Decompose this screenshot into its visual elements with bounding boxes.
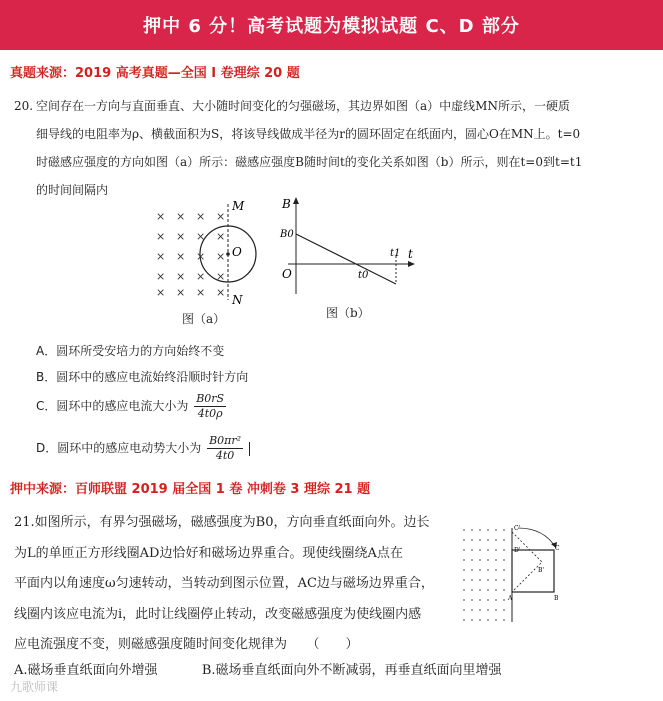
cross-mark: × — [196, 210, 206, 223]
cross-mark: × — [216, 230, 226, 243]
label-b: B — [282, 197, 291, 211]
label-t0: t0 — [358, 270, 369, 281]
label-b0: B0 — [280, 229, 294, 240]
field-dot — [503, 569, 505, 571]
field-dot — [463, 619, 465, 621]
field-dot — [479, 599, 481, 601]
option-d-text: D．圆环中的感应电动势大小为 — [36, 441, 202, 455]
option-d-fraction — [207, 434, 243, 463]
text-cursor-icon — [249, 442, 250, 456]
field-dot — [495, 599, 497, 601]
figure-q21 — [458, 522, 568, 632]
field-dot — [487, 579, 489, 581]
option-c-text: C．圆环中的感应电流大小为 — [36, 399, 189, 413]
label-t: t — [408, 247, 413, 261]
cross-mark: × — [216, 250, 226, 263]
field-dot — [463, 539, 465, 541]
t-axis-arrow-icon — [408, 261, 415, 267]
field-dot — [495, 549, 497, 551]
field-dot — [487, 539, 489, 541]
field-dot — [471, 529, 473, 531]
question-line-1: 空间存在一方向与直面垂直、大小随时间变化的匀强磁场，其边界如图（a）中虚线MN所示，一硬质 — [36, 99, 570, 113]
cross-mark: × — [216, 270, 226, 283]
figure-b-caption: 图（b） — [326, 306, 370, 320]
field-dot — [463, 529, 465, 531]
field-dot — [471, 569, 473, 571]
watermark-logo: 九歌师课 — [10, 680, 59, 694]
field-dot — [495, 589, 497, 591]
option-d — [36, 434, 250, 463]
figure-b — [278, 194, 428, 300]
b-t-graph-line — [296, 234, 396, 284]
center-point — [226, 252, 230, 256]
rotation-arc — [518, 528, 556, 548]
fraction-numerator: B0πr² — [209, 434, 242, 447]
field-dot — [487, 609, 489, 611]
field-dot — [487, 559, 489, 561]
field-dot — [503, 609, 505, 611]
field-dot — [503, 589, 505, 591]
field-dot — [479, 609, 481, 611]
question-21-options — [14, 656, 574, 687]
field-dot — [471, 559, 473, 561]
question-line-4: 的时间间隔内 — [36, 183, 109, 197]
field-dot — [479, 589, 481, 591]
cross-mark: × — [156, 210, 166, 223]
field-dot — [495, 529, 497, 531]
magnetic-field-crosses — [156, 210, 225, 299]
question-line-4: 线圈内该应电流为i，此时让线圈停止转动，改变磁感强度为使线圈内感 — [14, 606, 422, 622]
question-21 — [14, 508, 502, 678]
option-c-fraction — [194, 392, 226, 421]
cross-mark: × — [216, 210, 226, 223]
option-a: A.磁场垂直纸面向外增强 — [14, 663, 158, 678]
field-dot — [495, 559, 497, 561]
cross-mark: × — [176, 210, 186, 223]
field-dot — [479, 619, 481, 621]
figure-a — [148, 196, 266, 308]
field-dot — [471, 549, 473, 551]
field-dot — [503, 559, 505, 561]
option-b: B.磁场垂直纸面向外不断减弱，再垂直纸面向里增强 — [201, 663, 502, 678]
field-dot — [463, 609, 465, 611]
field-dot — [487, 569, 489, 571]
label-origin: O — [282, 267, 292, 281]
field-dot — [471, 619, 473, 621]
field-dot — [503, 619, 505, 621]
field-dot — [463, 569, 465, 571]
rotated-coil-dashed — [512, 532, 545, 592]
field-dot — [463, 589, 465, 591]
question-line-1: 21.如图所示，有界匀强磁场，磁感强度为B0，方向垂直纸面向外。边长 — [14, 515, 430, 530]
field-dot — [503, 549, 505, 551]
figure-a-caption: 图（a） — [182, 312, 226, 326]
field-dot — [479, 559, 481, 561]
field-dot — [503, 539, 505, 541]
field-dot — [487, 599, 489, 601]
label-d-prime: D' — [514, 547, 521, 554]
cross-mark: × — [196, 286, 206, 299]
question-line-3: 时磁感应强度的方向如图（a）所示：磁感应强度B随时间t的变化关系如图（b）所示，则在t=0到t=t1 — [36, 155, 583, 169]
option-c — [36, 392, 226, 421]
question-line-5: 应电流强度不变，则磁感强度随时间变化规律为 （ ） — [14, 637, 359, 653]
field-dot — [503, 579, 505, 581]
field-dot — [503, 529, 505, 531]
option-a: A．圆环所受安培力的方向始终不变 — [36, 344, 225, 358]
cross-mark: × — [216, 286, 226, 299]
cross-mark: × — [196, 250, 206, 263]
option-b: B．圆环中的感应电流始终沿顺时针方向 — [36, 370, 249, 384]
label-n: N — [232, 293, 243, 307]
cross-mark: × — [156, 286, 166, 299]
field-dot — [479, 529, 481, 531]
b-axis-arrow-icon — [293, 197, 299, 204]
field-dot — [479, 539, 481, 541]
cross-mark: × — [176, 250, 186, 263]
field-dot — [495, 569, 497, 571]
question-line-2: 细导线的电阻率为ρ、横截面积为S，将该导线做成半径为r的圆环固定在纸面内，圆心O在MN上。t=0 — [36, 127, 581, 141]
question-20 — [14, 92, 654, 204]
label-b-prime: B' — [538, 567, 545, 574]
real-question-source: 真题来源：2019 高考真题—全国 Ⅰ 卷理综 20 题 — [10, 66, 300, 81]
cross-mark: × — [156, 230, 166, 243]
field-dot — [471, 539, 473, 541]
header-banner — [0, 0, 663, 50]
label-c-prime: C' — [514, 525, 521, 532]
field-dot — [495, 619, 497, 621]
field-dot — [487, 589, 489, 591]
question-number: 20. — [14, 99, 34, 113]
cross-mark: × — [156, 270, 166, 283]
field-dot — [463, 549, 465, 551]
field-dot — [487, 619, 489, 621]
field-dot — [471, 609, 473, 611]
hit-question-source: 押中来源：百师联盟 2019 届全国 1 卷 冲刺卷 3 理综 21 题 — [10, 482, 371, 497]
fraction-denominator: 4t0 — [215, 449, 235, 462]
cross-mark: × — [176, 286, 186, 299]
field-dot — [495, 539, 497, 541]
cross-mark: × — [196, 230, 206, 243]
cross-mark: × — [156, 250, 166, 263]
field-dot — [495, 609, 497, 611]
question-line-3: 平面内以角速度ω匀速转动，当转动到图示位置，AC边与磁场边界重合， — [14, 576, 434, 592]
banner-title: 押中 6 分！高考试题为模拟试题 C、D 部分 — [143, 16, 520, 37]
field-dot — [495, 579, 497, 581]
field-dot — [503, 599, 505, 601]
cross-mark: × — [196, 270, 206, 283]
label-t1: t1 — [390, 248, 401, 259]
field-dot — [463, 599, 465, 601]
fraction-numerator: B0rS — [196, 392, 225, 405]
label-a: A — [508, 595, 513, 602]
field-dot — [487, 529, 489, 531]
label-m: M — [232, 199, 245, 213]
fraction-denominator: 4t0ρ — [197, 407, 223, 420]
field-dot — [479, 579, 481, 581]
field-dot — [479, 569, 481, 571]
field-dot — [479, 549, 481, 551]
label-b: B — [554, 595, 559, 602]
question-line-2: 为L的单匝正方形线圈AD边恰好和磁场边界重合。现使线圈绕A点在 — [14, 545, 403, 561]
field-dot — [463, 559, 465, 561]
field-dot — [471, 579, 473, 581]
square-coil — [512, 550, 554, 592]
label-c: C — [555, 545, 560, 552]
cross-mark: × — [176, 270, 186, 283]
field-dot — [471, 599, 473, 601]
dot-field — [463, 529, 505, 621]
field-dot — [487, 549, 489, 551]
label-o: O — [232, 245, 242, 259]
field-dot — [463, 579, 465, 581]
field-dot — [471, 589, 473, 591]
cross-mark: × — [176, 230, 186, 243]
